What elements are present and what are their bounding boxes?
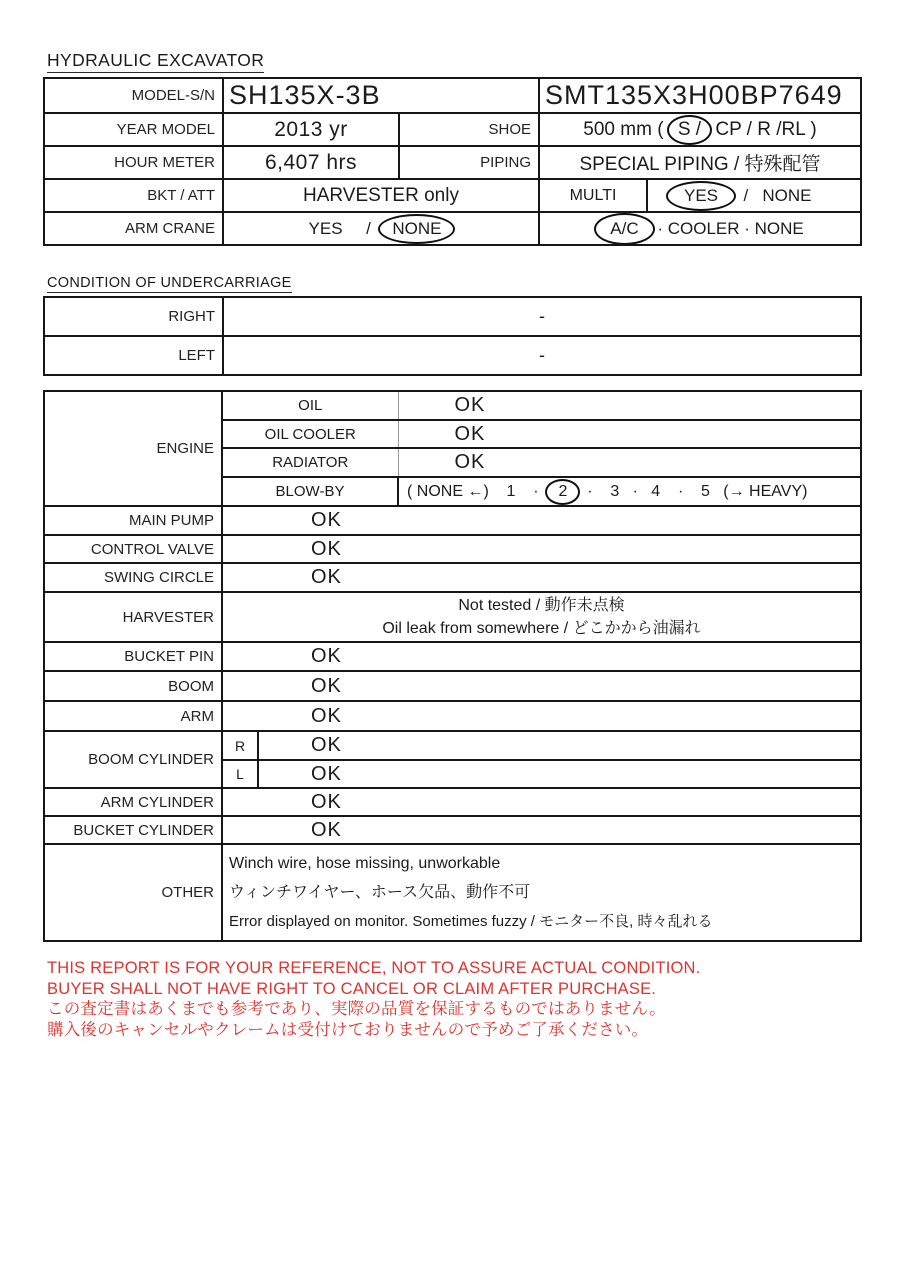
spec-row-bkt-multi — [44, 179, 861, 212]
bucket-pin-label: BUCKET PIN — [44, 642, 222, 671]
swing-circle-value: OK — [222, 563, 861, 592]
other-note-line3: Error displayed on monitor. Sometimes fuzzy / モニター不良, 時々乱れる — [229, 913, 713, 930]
bucket-cylinder-row — [44, 816, 861, 844]
ac-circled-option: A/C — [610, 218, 639, 238]
undercarriage-row-left — [44, 336, 861, 375]
year-model-value: 2013 yr — [223, 113, 399, 146]
harvester-note-line1: Not tested / 動作未点検 — [458, 597, 625, 614]
blow-by-circled-value: 2 — [558, 482, 568, 500]
control-valve-value: OK — [222, 535, 861, 563]
disclaimer-line1: THIS REPORT IS FOR YOUR REFERENCE, NOT TO ASSURE ACTUAL CONDITION. — [47, 959, 701, 977]
spec-row-model — [44, 78, 861, 113]
ac-value-post: · COOLER · NONE — [652, 218, 804, 238]
arm-crane-circled-option: NONE — [392, 218, 442, 238]
other-notes — [222, 844, 861, 941]
shoe-circled-option: S / — [677, 118, 702, 140]
arm-crane-circle-annotation — [378, 214, 455, 244]
disclaimer-line4: 購入後のキャンセルやクレームは受付けておりませんので予めご了承ください。 — [47, 1020, 649, 1039]
multi-value-post: / NONE — [734, 185, 812, 205]
harvester-row — [44, 592, 861, 642]
ac-circle-annotation — [594, 213, 654, 245]
boom-cylinder-r-label: R — [222, 731, 258, 760]
blow-by-circle-annotation — [545, 479, 580, 505]
hour-meter-value: 6,407 hrs — [223, 146, 399, 179]
engine-oil-value: OK — [398, 391, 861, 420]
multi-value — [647, 179, 861, 212]
model-value: SH135X-3B — [223, 78, 539, 113]
harvester-label: HARVESTER — [44, 592, 222, 642]
year-model-label: YEAR MODEL — [44, 113, 223, 146]
main-pump-label: MAIN PUMP — [44, 506, 222, 535]
page-title-text: HYDRAULIC EXCAVATOR — [47, 50, 264, 73]
radiator-label: RADIATOR — [222, 448, 398, 477]
swing-circle-row — [44, 563, 861, 592]
shoe-label: SHOE — [399, 113, 539, 146]
boom-cylinder-right-row — [44, 731, 861, 760]
arm-crane-value — [223, 212, 539, 245]
arm-crane-value-pre: YES / — [308, 218, 381, 238]
engine-oil-label: OIL — [222, 391, 398, 420]
boom-cylinder-l-value: OK — [258, 760, 861, 788]
boom-label: BOOM — [44, 671, 222, 701]
engine-oil-row — [44, 391, 861, 420]
arm-crane-label: ARM CRANE — [44, 212, 223, 245]
left-value: - — [223, 336, 861, 375]
harvester-notes — [222, 592, 861, 642]
blow-by-post: · 3 · 4 · 5 (→ HEAVY) — [578, 482, 808, 500]
undercarriage-table — [43, 296, 862, 376]
engine-label: ENGINE — [44, 391, 222, 506]
shoe-value-post: CP / R /RL ) — [710, 118, 817, 140]
main-pump-value: OK — [222, 506, 861, 535]
multi-circle-annotation — [666, 181, 736, 211]
model-sn-label: MODEL-S/N — [44, 78, 223, 113]
spec-row-armcrane-ac — [44, 212, 861, 245]
disclaimer — [47, 958, 905, 1040]
radiator-value: OK — [398, 448, 861, 477]
page-title — [47, 50, 905, 73]
other-row — [44, 844, 861, 941]
condition-table — [43, 390, 862, 942]
spec-row-hour-piping — [44, 146, 861, 179]
arm-cylinder-label: ARM CYLINDER — [44, 788, 222, 816]
undercarriage-heading — [47, 275, 905, 293]
spec-row-year-shoe — [44, 113, 861, 146]
shoe-circle-annotation — [667, 115, 712, 145]
harvester-note-line2: Oil leak from somewhere / どこかから油漏れ — [382, 620, 701, 637]
multi-circled-option: YES — [684, 185, 719, 205]
hour-meter-label: HOUR METER — [44, 146, 223, 179]
arm-cylinder-value: OK — [222, 788, 861, 816]
multi-label: MULTI — [539, 179, 647, 212]
arm-cylinder-row — [44, 788, 861, 816]
other-note-line2: ウィンチワイヤー、ホース欠品、動作不可 — [229, 884, 531, 901]
right-value: - — [223, 297, 861, 336]
boom-value: OK — [222, 671, 861, 701]
ac-cooler-value — [539, 212, 861, 245]
other-note-line1: Winch wire, hose missing, unworkable — [229, 855, 501, 872]
bucket-cylinder-value: OK — [222, 816, 861, 844]
undercarriage-row-right — [44, 297, 861, 336]
serial-value: SMT135X3H00BP7649 — [539, 78, 861, 113]
bucket-pin-row — [44, 642, 861, 671]
undercarriage-heading-text: CONDITION OF UNDERCARRIAGE — [47, 275, 292, 291]
disclaimer-line2: BUYER SHALL NOT HAVE RIGHT TO CANCEL OR CLAIM AFTER PURCHASE. — [47, 979, 657, 998]
oil-cooler-label: OIL COOLER — [222, 420, 398, 448]
arm-row — [44, 701, 861, 731]
bucket-pin-value: OK — [222, 642, 861, 671]
arm-label: ARM — [44, 701, 222, 731]
bucket-cylinder-label: BUCKET CYLINDER — [44, 816, 222, 844]
arm-value: OK — [222, 701, 861, 731]
bkt-att-label: BKT / ATT — [44, 179, 223, 212]
piping-label: PIPING — [399, 146, 539, 179]
blow-by-scale — [398, 477, 861, 506]
main-pump-row — [44, 506, 861, 535]
other-label: OTHER — [44, 844, 222, 941]
shoe-value-pre: 500 mm ( — [583, 118, 669, 140]
boom-row — [44, 671, 861, 701]
control-valve-label: CONTROL VALVE — [44, 535, 222, 563]
bkt-att-value: HARVESTER only — [223, 179, 539, 212]
swing-circle-label: SWING CIRCLE — [44, 563, 222, 592]
blow-by-label: BLOW-BY — [222, 477, 398, 506]
spec-table — [43, 77, 862, 246]
control-valve-row — [44, 535, 861, 563]
piping-value: SPECIAL PIPING / 特殊配管 — [539, 146, 861, 179]
boom-cylinder-label: BOOM CYLINDER — [44, 731, 222, 788]
boom-cylinder-l-label: L — [222, 760, 258, 788]
shoe-value — [539, 113, 861, 146]
oil-cooler-value: OK — [398, 420, 861, 448]
blow-by-pre: ( NONE ←) 1 · — [407, 482, 548, 500]
right-label: RIGHT — [44, 297, 223, 336]
disclaimer-line3: この査定書はあくまでも参考であり、実際の品質を保証するものではありません。 — [47, 1000, 666, 1018]
left-label: LEFT — [44, 336, 223, 375]
boom-cylinder-r-value: OK — [258, 731, 861, 760]
